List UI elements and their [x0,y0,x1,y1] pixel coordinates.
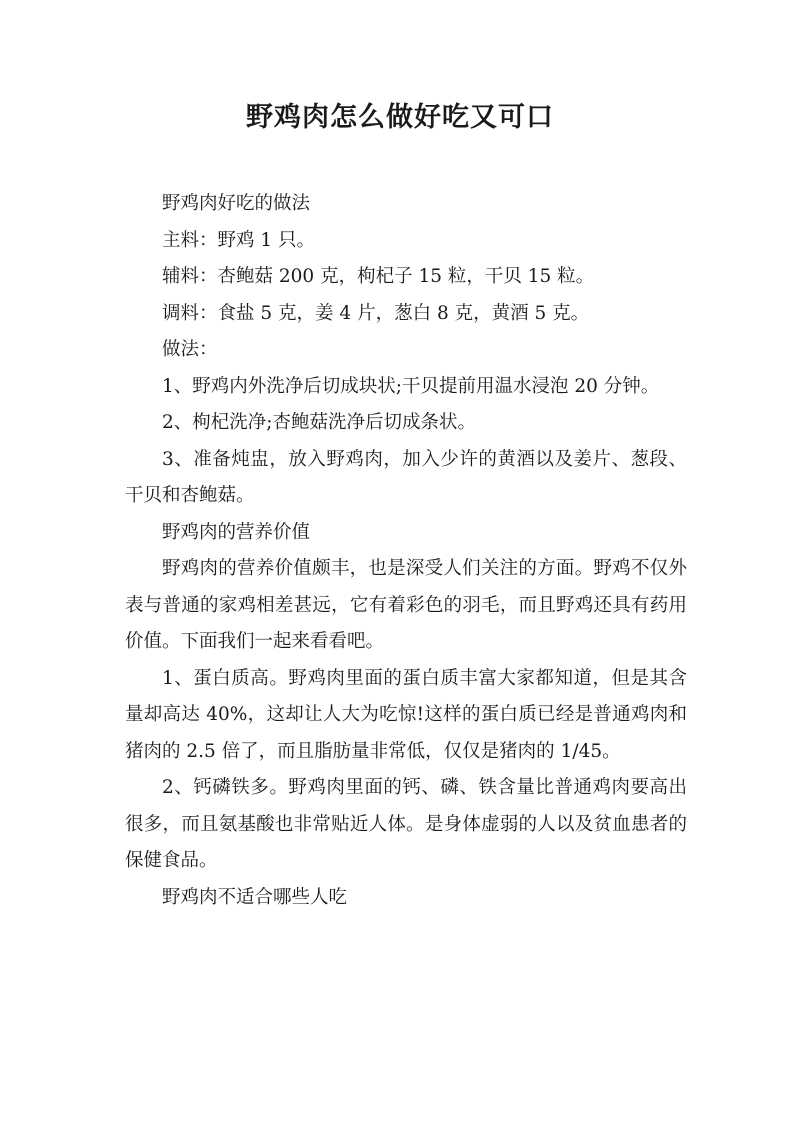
method-step-2: 2、枸杞洗净;杏鲍菇洗净后切成条状。 [162,412,477,433]
nutrition-intro-paragraph: 野鸡肉的营养价值颇丰，也是深受人们关注的方面。野鸡不仅外表与普通的家鸡相差甚远，它有着彩色的羽毛，而且野鸡还具有药用价值。下面我们一起来看看吧。 [125,558,687,652]
document-body [125,186,687,916]
method-label: 做法： [162,339,218,360]
seasoning-line: 调料：食盐 5 克，姜 4 片，葱白 8 克，黄酒 5 克。 [162,302,590,324]
auxiliary-ingredient-line: 辅料：杏鲍菇 200 克，枸杞子 15 粒，干贝 15 粒。 [162,266,595,287]
section-heading-nutrition: 野鸡肉的营养价值 [162,521,311,543]
main-ingredient-line: 主料：野鸡 1 只。 [162,229,316,251]
document-title: 野鸡肉怎么做好吃又可口 [246,102,554,133]
method-step-3: 3、准备炖盅，放入野鸡肉，加入少许的黄酒以及姜片、葱段、干贝和杏鲍菇。 [125,448,687,506]
nutrition-point-1: 1、蛋白质高。野鸡肉里面的蛋白质丰富大家都知道，但是其含量却高达 40%，这却让人大为吃惊!这样的蛋白质已经是普通鸡肉和猪肉的 2.5 倍了，而且脂肪量非常低，仅仅是猪肉的 1/45。 [125,667,687,762]
section-heading-recipe: 野鸡肉好吃的做法 [162,193,311,214]
section-heading-unsuitable: 野鸡肉不适合哪些人吃 [162,886,348,908]
method-step-1: 1、野鸡内外洗净后切成块状;干贝提前用温水浸泡 20 分钟。 [162,375,660,397]
nutrition-point-2: 2、钙磷铁多。野鸡肉里面的钙、磷、铁含量比普通鸡肉要高出很多，而且氨基酸也非常贴近人体。是身体虚弱的人以及贫血患者的保健食品。 [125,777,687,871]
